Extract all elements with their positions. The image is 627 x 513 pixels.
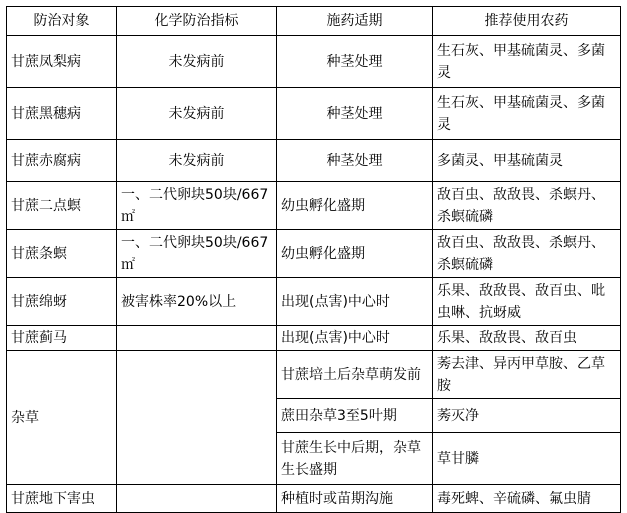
header-indicator: 化学防治指标 bbox=[117, 7, 277, 36]
pest-control-table bbox=[6, 6, 621, 513]
table-row bbox=[7, 140, 621, 182]
indicator-cell: 被害株率20%以上 bbox=[117, 278, 277, 326]
table-row bbox=[7, 326, 621, 351]
table-row bbox=[7, 278, 621, 326]
target-cell: 甘蔗二点螟 bbox=[7, 182, 117, 230]
indicator-cell: 一、二代卵块50块/667㎡ bbox=[117, 230, 277, 278]
target-cell: 甘蔗凤梨病 bbox=[7, 36, 117, 88]
target-cell: 甘蔗赤腐病 bbox=[7, 140, 117, 182]
table-row bbox=[7, 230, 621, 278]
timing-cell: 种茎处理 bbox=[277, 140, 433, 182]
pesticide-cell: 乐果、敌敌畏、敌百虫 bbox=[433, 326, 621, 351]
timing-cell: 出现(点害)中心时 bbox=[277, 326, 433, 351]
indicator-cell: 未发病前 bbox=[117, 36, 277, 88]
pesticide-cell: 草甘膦 bbox=[433, 433, 621, 485]
pesticide-cell: 莠灭净 bbox=[433, 399, 621, 433]
table-row bbox=[7, 485, 621, 513]
target-cell: 甘蔗条螟 bbox=[7, 230, 117, 278]
target-cell: 甘蔗绵蚜 bbox=[7, 278, 117, 326]
pesticide-cell: 生石灰、甲基硫菌灵、多菌灵 bbox=[433, 36, 621, 88]
timing-cell: 甘蔗培土后杂草萌发前 bbox=[277, 351, 433, 399]
header-timing: 施药适期 bbox=[277, 7, 433, 36]
pesticide-cell: 乐果、敌敌畏、敌百虫、吡虫啉、抗蚜威 bbox=[433, 278, 621, 326]
header-row bbox=[7, 7, 621, 36]
timing-cell: 甘蔗生长中后期，杂草生长盛期 bbox=[277, 433, 433, 485]
timing-cell: 幼虫孵化盛期 bbox=[277, 230, 433, 278]
indicator-cell bbox=[117, 326, 277, 351]
table-row bbox=[7, 351, 621, 399]
timing-cell: 种茎处理 bbox=[277, 36, 433, 88]
pesticide-cell: 生石灰、甲基硫菌灵、多菌灵 bbox=[433, 88, 621, 140]
timing-cell: 种植时或苗期沟施 bbox=[277, 485, 433, 513]
header-target: 防治对象 bbox=[7, 7, 117, 36]
timing-cell: 蔗田杂草3至5叶期 bbox=[277, 399, 433, 433]
indicator-cell: 未发病前 bbox=[117, 88, 277, 140]
pesticide-cell: 敌百虫、敌敌畏、杀螟丹、杀螟硫磷 bbox=[433, 182, 621, 230]
timing-cell: 幼虫孵化盛期 bbox=[277, 182, 433, 230]
pesticide-cell: 莠去津、异丙甲草胺、乙草胺 bbox=[433, 351, 621, 399]
target-cell: 甘蔗蓟马 bbox=[7, 326, 117, 351]
target-cell: 甘蔗黑穗病 bbox=[7, 88, 117, 140]
pesticide-cell: 毒死蜱、辛硫磷、氟虫腈 bbox=[433, 485, 621, 513]
header-pesticide: 推荐使用农药 bbox=[433, 7, 621, 36]
indicator-cell: 一、二代卵块50块/667㎡ bbox=[117, 182, 277, 230]
timing-cell: 出现(点害)中心时 bbox=[277, 278, 433, 326]
target-cell: 杂草 bbox=[7, 351, 117, 485]
table-row bbox=[7, 182, 621, 230]
indicator-cell: 未发病前 bbox=[117, 140, 277, 182]
indicator-cell bbox=[117, 485, 277, 513]
indicator-cell bbox=[117, 351, 277, 485]
table-row bbox=[7, 88, 621, 140]
pesticide-cell: 多菌灵、甲基硫菌灵 bbox=[433, 140, 621, 182]
pesticide-cell: 敌百虫、敌敌畏、杀螟丹、杀螟硫磷 bbox=[433, 230, 621, 278]
table-row bbox=[7, 36, 621, 88]
target-cell: 甘蔗地下害虫 bbox=[7, 485, 117, 513]
timing-cell: 种茎处理 bbox=[277, 88, 433, 140]
